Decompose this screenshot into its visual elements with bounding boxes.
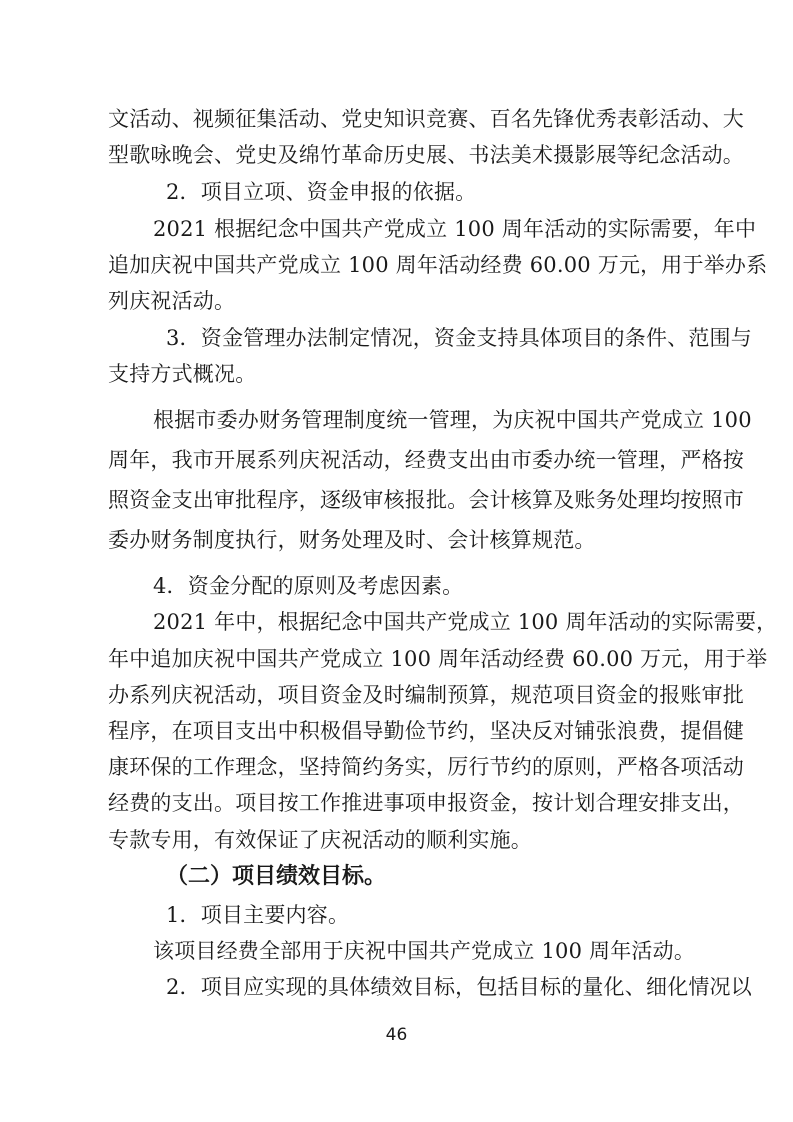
body-line: 支持方式概况。 [108, 362, 257, 386]
page-number: 46 [385, 1025, 408, 1045]
body-line: 根据市委办财务管理制度统一管理，为庆祝中国共产党成立 100 [153, 408, 752, 432]
list-item-heading: 3．资金管理办法制定情况，资金支持具体项目的条件、范围与 [166, 326, 752, 350]
body-line: 办系列庆祝活动，项目资金及时编制预算，规范项目资金的报账审批 [108, 683, 744, 707]
body-line: 追加庆祝中国共产党成立 100 周年活动经费 60.00 万元，用于举办系 [108, 253, 768, 277]
body-line: 康环保的工作理念，坚持简约务实，厉行节约的原则，严格各项活动 [108, 755, 744, 779]
list-item-heading: 2．项目应实现的具体绩效目标，包括目标的量化、细化情况以 [166, 975, 752, 999]
section-heading: （二）项目绩效目标。 [166, 864, 387, 889]
list-item-heading: 4．资金分配的原则及考虑因素。 [153, 574, 464, 598]
body-line: 文活动、视频征集活动、党史知识竞赛、百名先锋优秀表彰活动、大 [108, 107, 744, 131]
list-item-heading: 2．项目立项、资金申报的依据。 [166, 180, 477, 204]
body-line: 专款专用，有效保证了庆祝活动的顺利实施。 [108, 828, 532, 852]
body-line: 列庆祝活动。 [108, 289, 236, 313]
body-line: 照资金支出审批程序，逐级审核报批。会计核算及账务处理均按照市 [108, 488, 744, 512]
list-item-heading: 1．项目主要内容。 [166, 903, 350, 927]
body-line: 程序，在项目支出中积极倡导勤俭节约，坚决反对铺张浪费，提倡健 [108, 719, 744, 743]
body-line: 经费的支出。项目按工作推进事项申报资金，按计划合理安排支出， [108, 791, 744, 815]
body-line: 年中追加庆祝中国共产党成立 100 周年活动经费 60.00 万元，用于举 [108, 647, 768, 671]
body-line: 周年，我市开展系列庆祝活动，经费支出由市委办统一管理，严格按 [108, 448, 744, 472]
body-line: 型歌咏晚会、党史及绵竹革命历史展、书法美术摄影展等纪念活动。 [108, 143, 744, 167]
body-line: 委办财务制度执行，财务处理及时、会计核算规范。 [108, 528, 596, 552]
body-line: 2021 年中，根据纪念中国共产党成立 100 周年活动的实际需要， [153, 610, 778, 634]
body-line: 2021 根据纪念中国共产党成立 100 周年活动的实际需要，年中 [153, 217, 757, 241]
body-line: 该项目经费全部用于庆祝中国共产党成立 100 周年活动。 [153, 939, 696, 963]
